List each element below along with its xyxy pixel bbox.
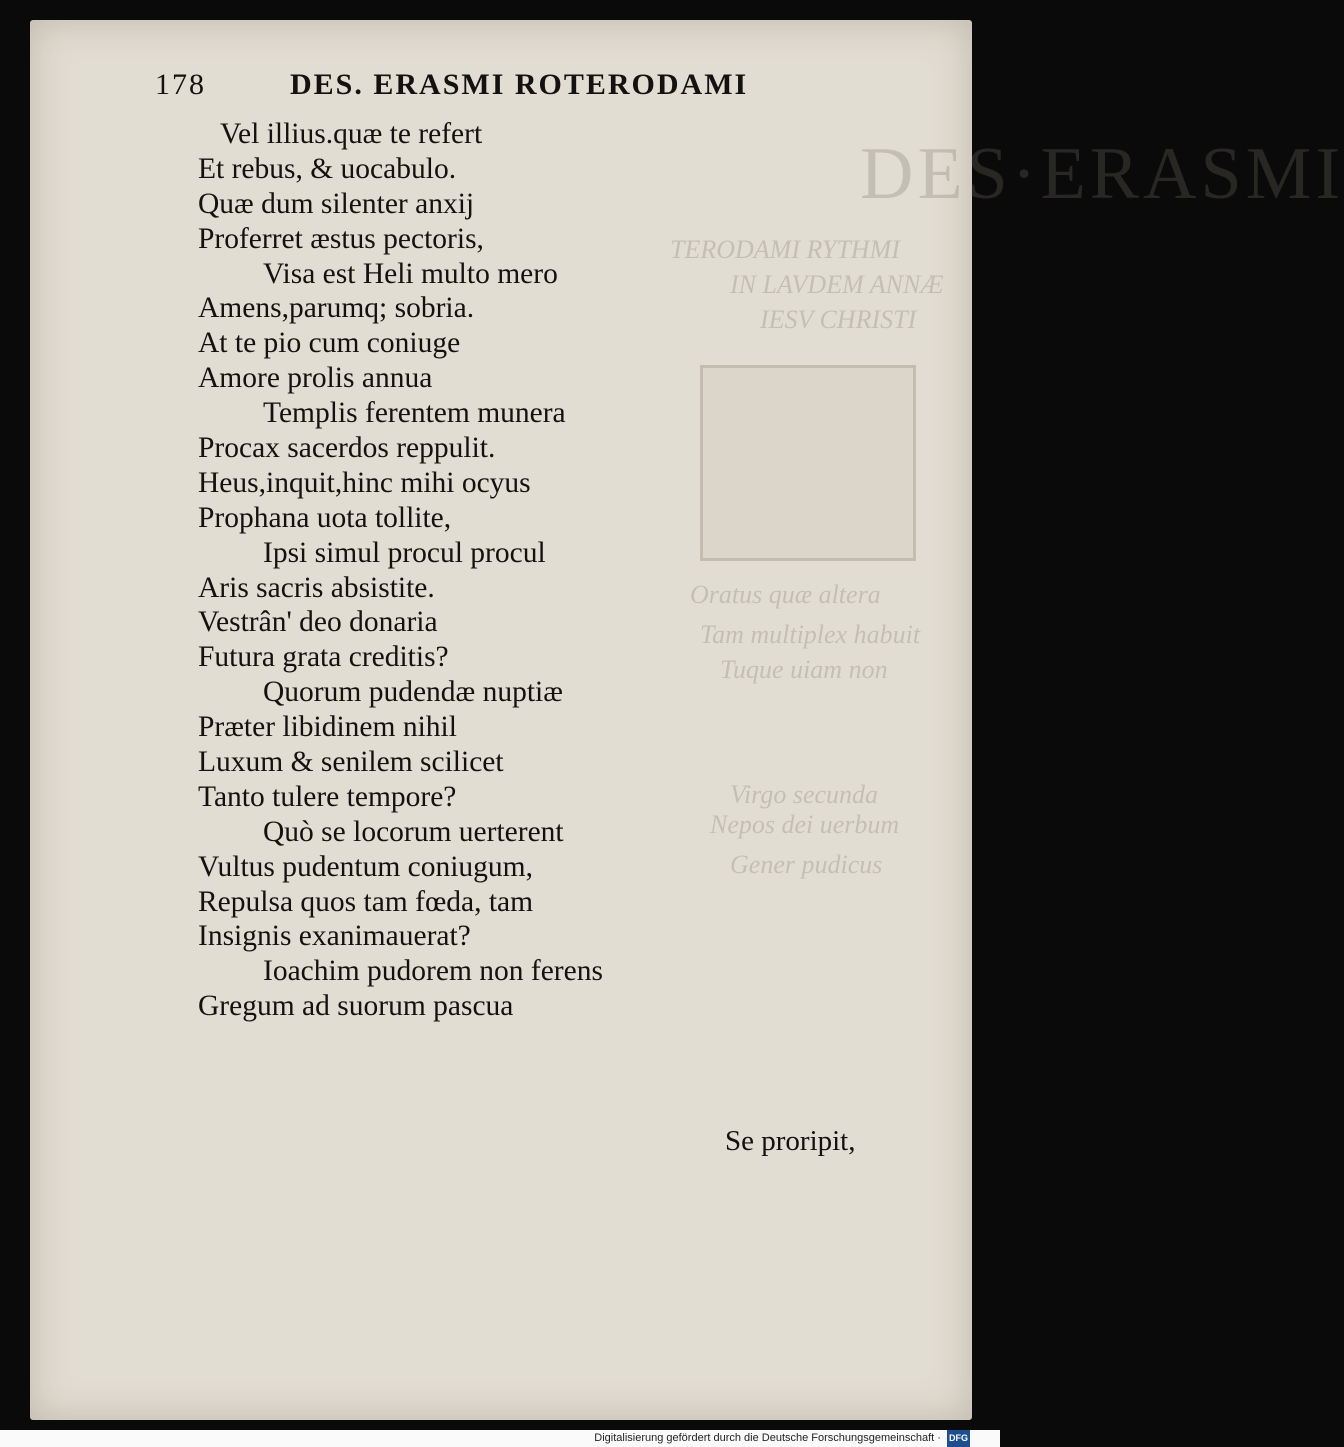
bleed-through-line: IESV CHRISTI <box>760 305 917 334</box>
verse-text <box>198 117 603 1024</box>
dfg-logo-icon: DFG <box>947 1430 970 1447</box>
verse-line: Quæ dum silenter anxij <box>198 187 475 220</box>
footer-credit-text: Digitalisierung gefördert durch die Deutsche Forschungsgemeinschaft · <box>594 1432 941 1444</box>
verse-line: Futura grata creditis? <box>198 641 449 674</box>
verse-line: At te pio cum coniuge <box>198 327 461 360</box>
verse-line: Visa est Heli multo mero <box>263 257 558 290</box>
bleed-through-line: TERODAMI RYTHMI <box>670 235 900 264</box>
verse-line: Vestrân' deo donaria <box>198 606 438 639</box>
verse-line: Gregum ad suorum pascua <box>198 990 514 1023</box>
bleed-through-line: Oratus quæ altera <box>690 580 881 609</box>
catchword: Se proripit, <box>725 1125 856 1157</box>
verse-line: Insignis exanimauerat? <box>198 920 471 953</box>
verse-line: Amens,parumq; sobria. <box>198 292 475 325</box>
verse-line: Aris sacris absistite. <box>198 571 435 604</box>
verse-line: Heus,inquit,hinc mihi ocyus <box>198 466 531 499</box>
bleed-through-line: Tuque uiam non <box>720 655 888 684</box>
verse-line: Vel illius.quæ te refert <box>220 118 483 150</box>
verse-line: Ioachim pudorem non ferens <box>263 955 603 988</box>
bleed-through-line: Nepos dei uerbum <box>710 810 900 839</box>
verse-line: Vultus pudentum coniugum, <box>198 850 534 883</box>
footer-bar <box>0 1430 1000 1447</box>
verse-line: Tanto tulere tempore? <box>198 780 457 813</box>
verse-line: Quorum pudendæ nuptiæ <box>263 676 563 709</box>
footer-credit <box>594 1430 970 1447</box>
bleed-through-line: Tam multiplex habuit <box>700 620 921 649</box>
verse-line: Ipsi simul procul procul <box>263 536 546 569</box>
verse-line: Procax sacerdos reppulit. <box>198 432 496 465</box>
verse-line: Proferret æstus pectoris, <box>198 222 484 255</box>
verse-line: Prophana uota tollite, <box>198 501 452 534</box>
verse-line: Templis ferentem munera <box>263 397 566 430</box>
bleed-through-line: IN LAVDEM ANNÆ <box>730 270 944 299</box>
verse-line: Repulsa quos tam fœda, tam <box>198 885 534 918</box>
bleed-through-line: Gener pudicus <box>730 850 883 879</box>
bleed-through-woodcut <box>700 365 916 561</box>
page-number: 178 <box>155 68 206 101</box>
verse-line: Amore prolis annua <box>198 362 433 395</box>
bleed-through-title: DES·ERASMI <box>860 133 1344 215</box>
bleed-through-line: Virgo secunda <box>730 780 879 809</box>
verse-line: Et rebus, & uocabulo. <box>198 152 457 185</box>
running-title: DES. ERASMI ROTERODAMI <box>290 68 749 101</box>
verse-line: Præter libidinem nihil <box>198 711 457 744</box>
verse-line: Quò se locorum uerterent <box>263 815 564 848</box>
verse-line: Luxum & senilem scilicet <box>198 746 504 779</box>
